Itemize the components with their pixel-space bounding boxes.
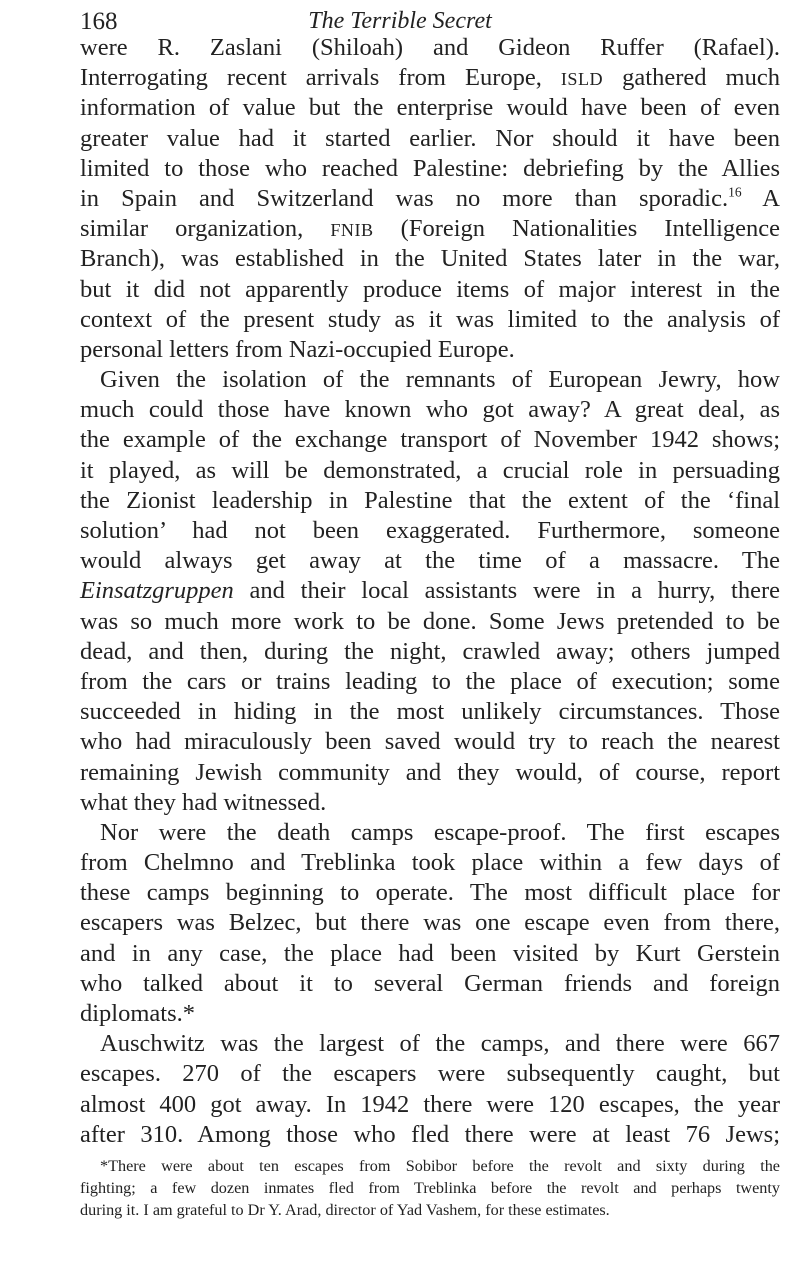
text-segment: and their local assistants were in a hurry, there (233, 577, 780, 605)
text-line: succeeded in hiding in the most unlikely circumstances. Those (80, 698, 780, 726)
text-line: escapes. 270 of the escapers were subsequently caught, but (80, 1060, 780, 1088)
text-line: remaining Jewish community and they would, of course, report (80, 758, 780, 786)
page-number: 168 (80, 8, 118, 35)
footnote (80, 1155, 780, 1221)
text-line: Branch), was established in the United States later in the war, (80, 245, 780, 273)
text-line: was so much more work to be done. Some Jews pretended to be (80, 607, 780, 635)
footnote-ref: 16 (728, 184, 742, 200)
text-segment: in Spain and Switzerland was no more than sporadic. (80, 184, 729, 212)
text-segment: A (741, 184, 780, 212)
text-line: who had miraculously been saved would try to reach the nearest (80, 728, 780, 756)
text-line: who talked about it to several German friends and foreign (80, 969, 780, 997)
text-line: limited to those who reached Palestine: debriefing by the Allies (80, 154, 780, 182)
text-line: from the cars or trains leading to the place of execution; some (80, 667, 780, 695)
text-segment: (Foreign Nationalities Intelligence (373, 215, 780, 243)
text-line: almost 400 got away. In 1942 there were 120 escapes, the year (80, 1090, 780, 1118)
text-line: but it did not apparently produce items of major interest in the (80, 275, 780, 303)
text-line: and in any case, the place had been visited by Kurt Gerstein (80, 939, 780, 967)
text-line: fighting; a few dozen inmates fled from Treblinka before the revolt and perhaps twenty (80, 1179, 780, 1197)
body-text (80, 33, 780, 1150)
small-caps-text: ISLD (560, 69, 604, 90)
paragraph (80, 1029, 780, 1150)
italic-text: Einsatzgruppen (80, 577, 234, 605)
text-line: the example of the exchange transport of November 1942 shows; (80, 426, 780, 454)
text-line: context of the present study as it was limited to the analysis of (80, 305, 780, 333)
text-line: information of value but the enterprise would have been of even (80, 94, 780, 122)
text-line: during it. I am grateful to Dr Y. Arad, director of Yad Vashem, for these estimates. (80, 1201, 610, 1219)
text-line: would always get away at the time of a massacre. The (80, 547, 780, 575)
text-line: solution’ had not been exaggerated. Furthermore, someone (80, 517, 780, 544)
text-line: greater value had it started earlier. Nor should it have been (80, 124, 780, 152)
text-line: from Chelmno and Treblinka took place within a few days of (80, 849, 780, 877)
text-line (80, 214, 780, 244)
paragraph (80, 365, 780, 818)
small-caps-text: FNIB (330, 220, 374, 241)
paragraph (80, 818, 780, 1029)
text-line: it played, as will be demonstrated, a crucial role in persuading (80, 456, 780, 484)
text-line: escapers was Belzec, but there was one escape even from there, (80, 909, 780, 937)
text-line: personal letters from Nazi-occupied Europe. (80, 335, 515, 363)
text-line: were R. Zaslani (Shiloah) and Gideon Ruffer (Rafael). (80, 34, 780, 61)
text-line: Auschwitz was the largest of the camps, and there were 667 (100, 1030, 780, 1058)
text-line: diplomats.* (80, 1000, 196, 1027)
text-line: much could those have known who got away? A great deal, as (80, 396, 780, 424)
text-line: after 310. Among those who fled there were at least 76 Jews; (80, 1120, 780, 1148)
text-segment: gathered much (603, 64, 780, 92)
text-line: what they had witnessed. (80, 788, 327, 816)
text-line: *There were about ten escapes from Sobibor before the revolt and sixty during the (100, 1157, 780, 1175)
paragraph (80, 33, 780, 365)
text-line: Nor were the death camps escape-proof. The first escapes (100, 818, 780, 846)
text-line: the Zionist leadership in Palestine that the extent of the ‘final (80, 486, 780, 514)
text-line: Given the isolation of the remnants of European Jewry, how (100, 366, 780, 394)
text-line: dead, and then, during the night, crawled away; others jumped (80, 637, 780, 665)
text-line (80, 63, 780, 93)
text-segment: Interrogating recent arrivals from Europe, (80, 64, 561, 92)
text-segment: similar organization, (80, 215, 331, 243)
text-line: these camps beginning to operate. The most difficult place for (80, 879, 780, 907)
running-title: The Terrible Secret (308, 8, 492, 34)
text-line (80, 576, 780, 606)
text-line (80, 184, 780, 214)
